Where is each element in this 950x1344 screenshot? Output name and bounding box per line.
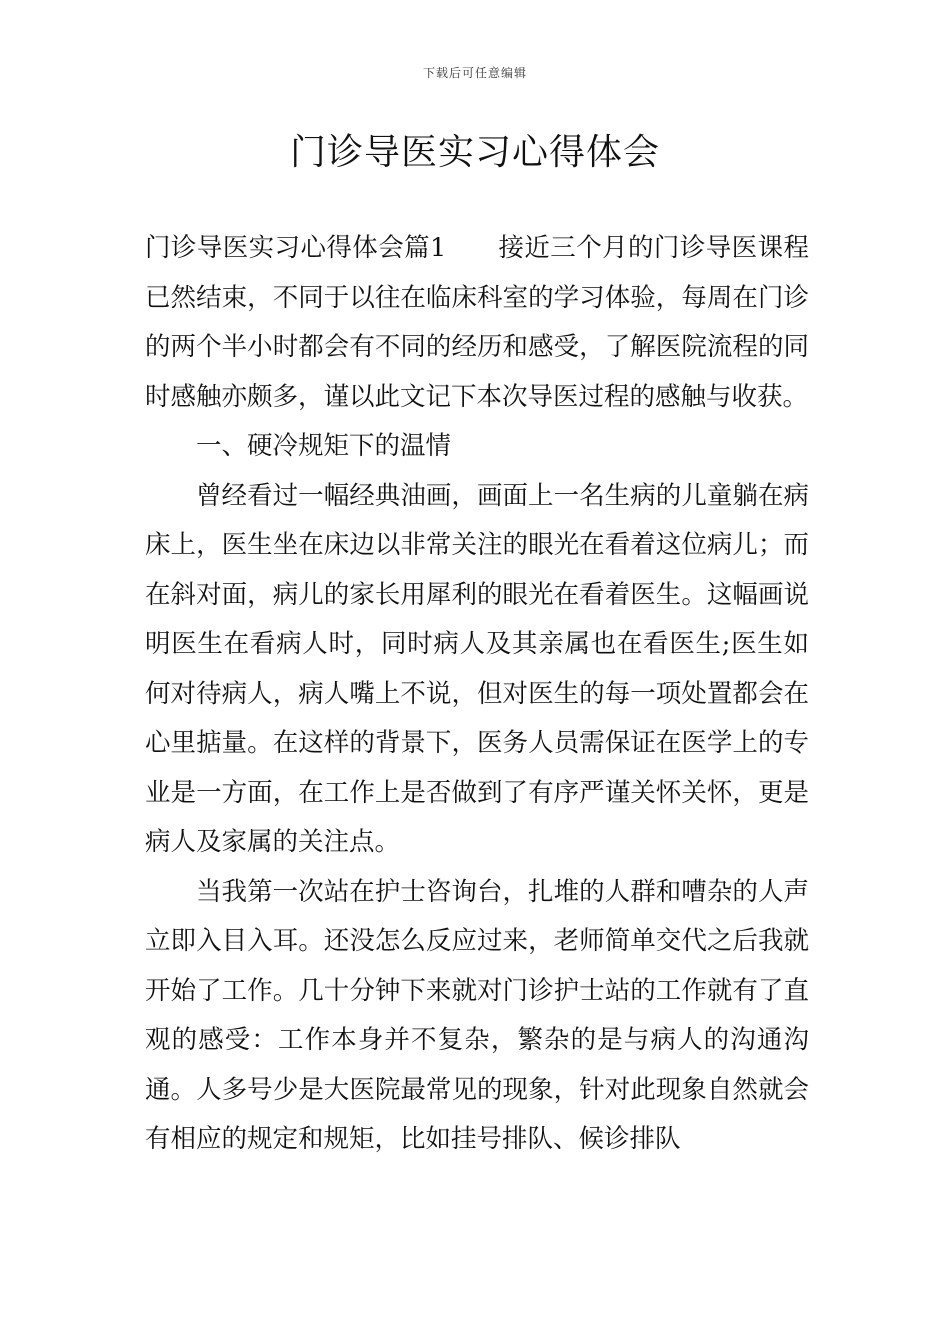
paragraph-oil-painting: 曾经看过一幅经典油画，画面上一名生病的儿童躺在病床上，医生坐在床边以非常关注的眼光在看着这位病儿；而在斜对面，病儿的家长用犀利的眼光在看着医生。这幅画说明医生在看病人时，同时病人及其亲属也在看医生;医生如何对待病人，病人嘴上不说，但对医生的每一项处置都会在心里掂量。在这样的背景下，医务人员需保证在医学上的专业是一方面，在工作上是否做到了有序严谨关怀关怀，更是病人及家属的关注点。 bbox=[145, 480, 809, 857]
header-note: 下载后可任意编辑 bbox=[422, 66, 527, 80]
paragraph-intro: 门诊导医实习心得体会篇1 接近三个月的门诊导医课程已然结束，不同于以往在临床科室的学习体验，每周在门诊的两个半小时都会有不同的经历和感受，了解医院流程的同时感触亦颇多，谨以此文记下本次导医过程的感触与收获。 bbox=[145, 233, 809, 412]
paragraph-nurse-desk: 当我第一次站在护士咨询台，扎堆的人群和嘈杂的人声立即入目入耳。还没怎么反应过来，老师简单交代之后我就开始了工作。几十分钟下来就对门诊护士站的工作就有了直观的感受：工作本身并不复杂，繁杂的是与病人的沟通沟通。人多号少是大医院最常见的现象，针对此现象自然就会有相应的规定和规矩，比如挂号排队、候诊排队 bbox=[145, 876, 809, 1154]
document-title: 门诊导医实习心得体会 bbox=[289, 132, 660, 173]
document-body bbox=[145, 224, 809, 1165]
section-heading: 一、硬冷规矩下的温情 bbox=[196, 431, 452, 461]
